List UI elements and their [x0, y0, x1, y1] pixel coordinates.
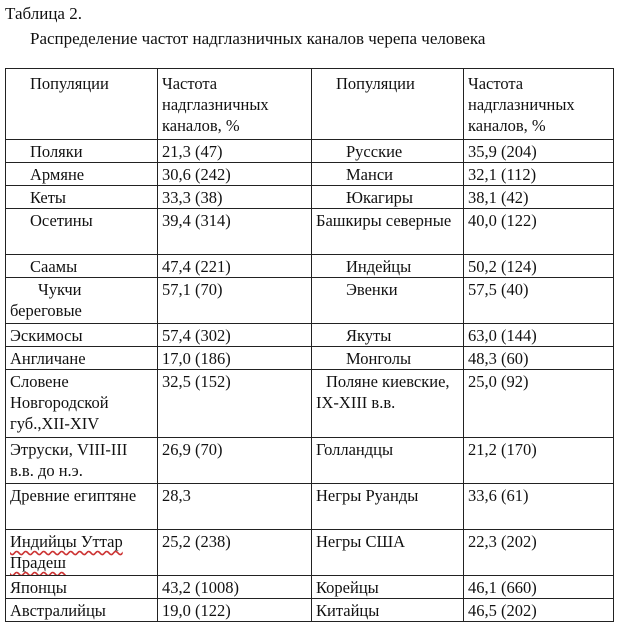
table-title: Распределение частот надглазничных каналов черепа человека: [30, 29, 486, 48]
population-cell: Саамы: [6, 255, 158, 278]
frequency-cell: 43,2 (1008): [158, 576, 312, 599]
table-row: [6, 370, 614, 438]
frequency-cell: 50,2 (124): [464, 255, 614, 278]
table-row: [6, 484, 614, 530]
population-cell: Чукчи береговые: [6, 278, 158, 324]
frequency-cell: 25,0 (92): [464, 370, 614, 438]
frequency-cell: 26,9 (70): [158, 438, 312, 484]
population-cell: Поляки: [6, 140, 158, 163]
table-row: [6, 186, 614, 209]
frequency-cell: 33,3 (38): [158, 186, 312, 209]
population-cell: Китайцы: [312, 599, 464, 622]
population-cell: Этруски, VIII-III в.в. до н.э.: [6, 438, 158, 484]
frequency-cell: 57,5 (40): [464, 278, 614, 324]
frequency-cell: 39,4 (314): [158, 209, 312, 255]
population-cell: Австралийцы: [6, 599, 158, 622]
header-frequency-right: Частота надглазничных каналов, %: [464, 69, 614, 140]
header-frequency-left: Частота надглазничных каналов, %: [158, 69, 312, 140]
frequency-table: [5, 68, 614, 622]
table-row: [6, 209, 614, 255]
population-cell: Монголы: [312, 347, 464, 370]
header-population-right: Популяции: [312, 69, 464, 140]
frequency-cell: 22,3 (202): [464, 530, 614, 576]
table-row: [6, 324, 614, 347]
frequency-cell: 25,2 (238): [158, 530, 312, 576]
population-cell: Словене Новгородской губ.,XII-XIV: [6, 370, 158, 438]
population-cell: Эвенки: [312, 278, 464, 324]
table-row: [6, 278, 614, 324]
population-cell: Эскимосы: [6, 324, 158, 347]
table-row: [6, 255, 614, 278]
population-cell: Корейцы: [312, 576, 464, 599]
population-cell: Негры Руанды: [312, 484, 464, 530]
population-cell: Индейцы: [312, 255, 464, 278]
population-cell: Японцы: [6, 576, 158, 599]
population-cell: Древние египтяне: [6, 484, 158, 530]
population-cell: Кеты: [6, 186, 158, 209]
population-cell: Негры США: [312, 530, 464, 576]
frequency-cell: 47,4 (221): [158, 255, 312, 278]
population-cell: Осетины: [6, 209, 158, 255]
population-cell: Англичане: [6, 347, 158, 370]
population-cell: Голландцы: [312, 438, 464, 484]
population-cell: Армяне: [6, 163, 158, 186]
table-row: [6, 599, 614, 622]
frequency-cell: 57,4 (302): [158, 324, 312, 347]
frequency-cell: 32,5 (152): [158, 370, 312, 438]
frequency-cell: 46,1 (660): [464, 576, 614, 599]
population-cell: Башкиры северные: [312, 209, 464, 255]
table-header-row: [6, 69, 614, 140]
population-cell: Индийцы Уттар Прадеш: [6, 530, 158, 576]
frequency-cell: 28,3: [158, 484, 312, 530]
frequency-cell: 46,5 (202): [464, 599, 614, 622]
population-cell: Манси: [312, 163, 464, 186]
frequency-cell: 21,3 (47): [158, 140, 312, 163]
table-row: [6, 347, 614, 370]
population-cell: Поляне киевские, IX-XIII в.в.: [312, 370, 464, 438]
frequency-cell: 38,1 (42): [464, 186, 614, 209]
population-cell: Русские: [312, 140, 464, 163]
frequency-cell: 32,1 (112): [464, 163, 614, 186]
frequency-cell: 48,3 (60): [464, 347, 614, 370]
frequency-cell: 40,0 (122): [464, 209, 614, 255]
frequency-cell: 19,0 (122): [158, 599, 312, 622]
table-row: [6, 163, 614, 186]
table-row: [6, 530, 614, 576]
frequency-cell: 63,0 (144): [464, 324, 614, 347]
frequency-cell: 17,0 (186): [158, 347, 312, 370]
table-caption: Таблица 2.: [5, 4, 82, 23]
population-cell: Якуты: [312, 324, 464, 347]
table-row: [6, 438, 614, 484]
header-population-left: Популяции: [6, 69, 158, 140]
population-cell: Юкагиры: [312, 186, 464, 209]
frequency-cell: 57,1 (70): [158, 278, 312, 324]
frequency-cell: 33,6 (61): [464, 484, 614, 530]
table-row: [6, 576, 614, 599]
frequency-cell: 30,6 (242): [158, 163, 312, 186]
frequency-cell: 21,2 (170): [464, 438, 614, 484]
frequency-cell: 35,9 (204): [464, 140, 614, 163]
table-row: [6, 140, 614, 163]
